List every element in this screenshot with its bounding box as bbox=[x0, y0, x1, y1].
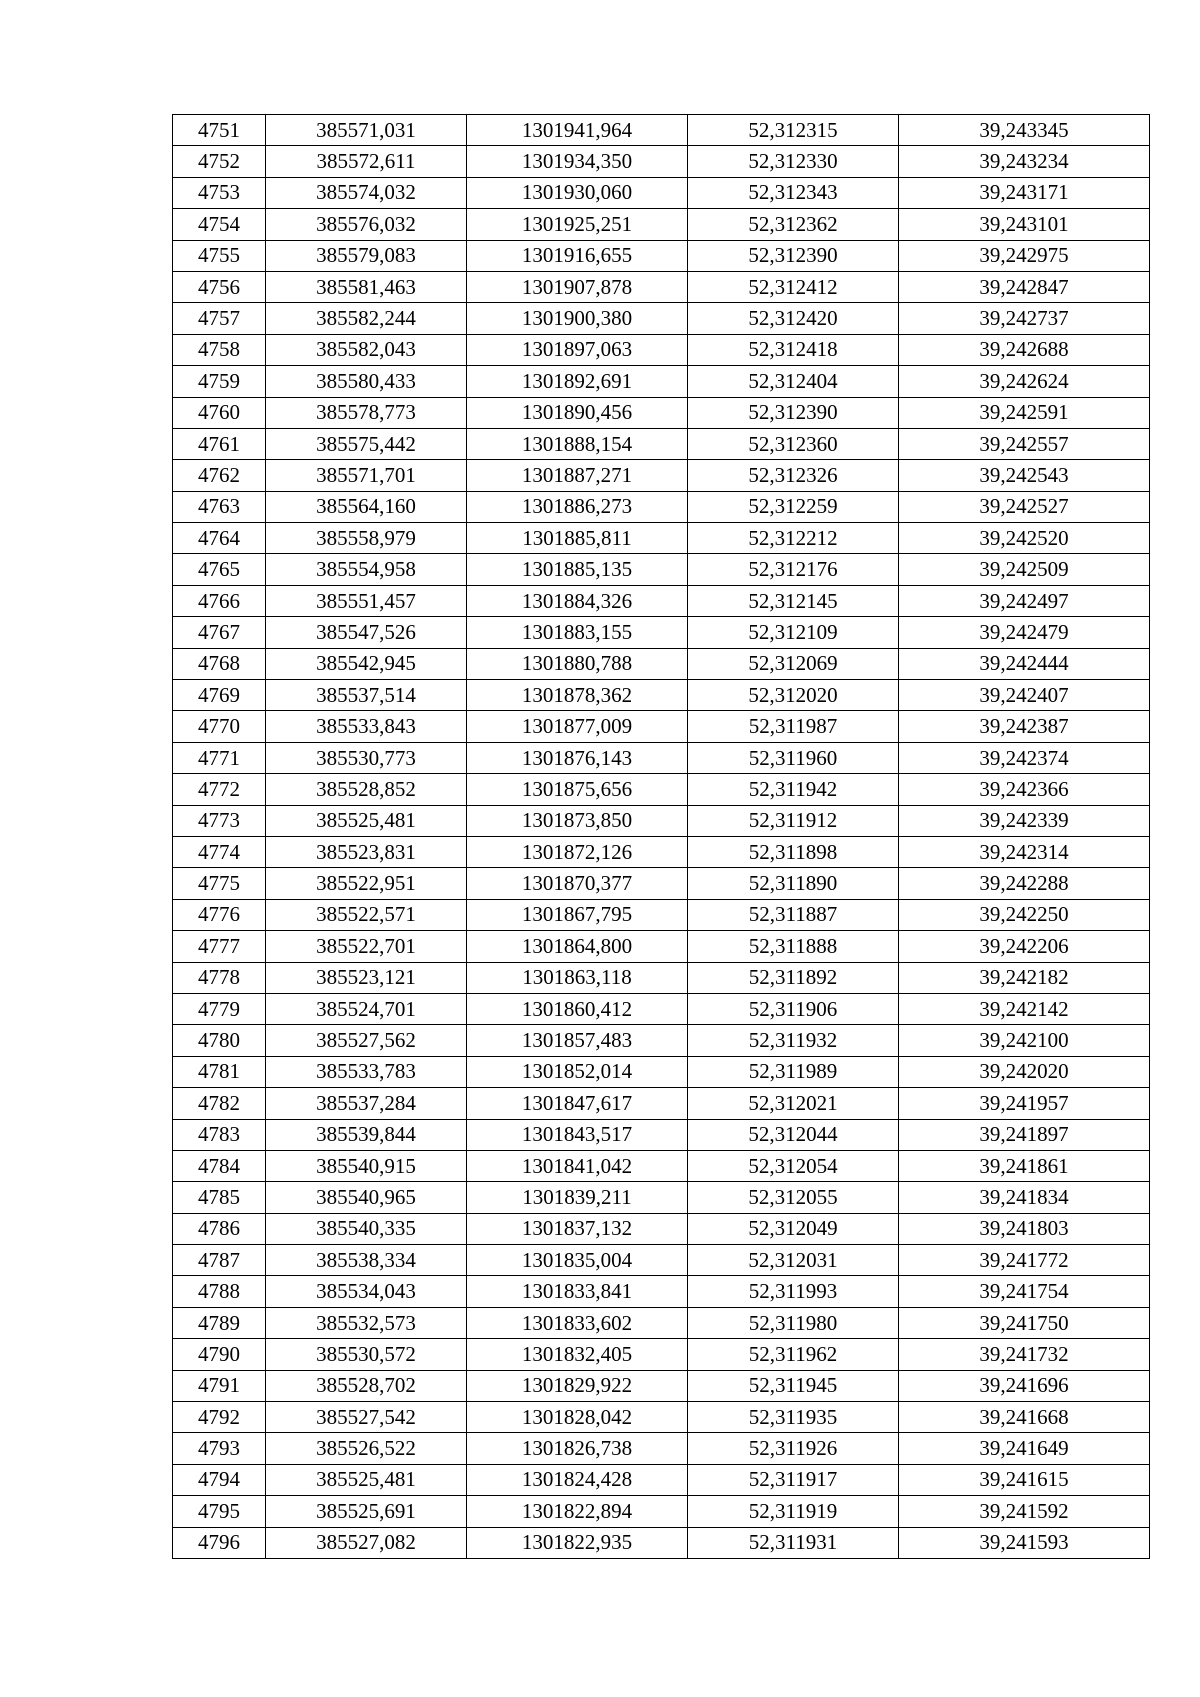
table-row bbox=[173, 491, 1150, 522]
latitude-cell: 52,312054 bbox=[688, 1150, 899, 1181]
latitude-cell: 52,311989 bbox=[688, 1056, 899, 1087]
y-coordinate-cell: 1301829,922 bbox=[467, 1370, 688, 1401]
table-row bbox=[173, 868, 1150, 899]
coordinates-table bbox=[172, 114, 1150, 1559]
y-coordinate-cell: 1301941,964 bbox=[467, 115, 688, 146]
table-row bbox=[173, 1150, 1150, 1181]
table-row bbox=[173, 1402, 1150, 1433]
table-row bbox=[173, 428, 1150, 459]
y-coordinate-cell: 1301833,841 bbox=[467, 1276, 688, 1307]
y-coordinate-cell: 1301867,795 bbox=[467, 899, 688, 930]
x-coordinate-cell: 385582,244 bbox=[266, 303, 467, 334]
table-row bbox=[173, 1464, 1150, 1495]
coordinates-table-body bbox=[173, 115, 1150, 1559]
longitude-cell: 39,241754 bbox=[899, 1276, 1150, 1307]
x-coordinate-cell: 385523,121 bbox=[266, 962, 467, 993]
y-coordinate-cell: 1301934,350 bbox=[467, 146, 688, 177]
y-coordinate-cell: 1301835,004 bbox=[467, 1245, 688, 1276]
point-number-cell: 4770 bbox=[173, 711, 266, 742]
y-coordinate-cell: 1301880,788 bbox=[467, 648, 688, 679]
longitude-cell: 39,242497 bbox=[899, 585, 1150, 616]
y-coordinate-cell: 1301877,009 bbox=[467, 711, 688, 742]
latitude-cell: 52,311888 bbox=[688, 931, 899, 962]
table-row bbox=[173, 1496, 1150, 1527]
table-row bbox=[173, 1025, 1150, 1056]
x-coordinate-cell: 385580,433 bbox=[266, 366, 467, 397]
table-row bbox=[173, 899, 1150, 930]
y-coordinate-cell: 1301839,211 bbox=[467, 1182, 688, 1213]
point-number-cell: 4796 bbox=[173, 1527, 266, 1558]
latitude-cell: 52,312044 bbox=[688, 1119, 899, 1150]
point-number-cell: 4756 bbox=[173, 271, 266, 302]
point-number-cell: 4751 bbox=[173, 115, 266, 146]
x-coordinate-cell: 385539,844 bbox=[266, 1119, 467, 1150]
longitude-cell: 39,241593 bbox=[899, 1527, 1150, 1558]
y-coordinate-cell: 1301822,894 bbox=[467, 1496, 688, 1527]
y-coordinate-cell: 1301890,456 bbox=[467, 397, 688, 428]
y-coordinate-cell: 1301897,063 bbox=[467, 334, 688, 365]
point-number-cell: 4777 bbox=[173, 931, 266, 962]
table-row bbox=[173, 1182, 1150, 1213]
x-coordinate-cell: 385528,852 bbox=[266, 774, 467, 805]
x-coordinate-cell: 385547,526 bbox=[266, 617, 467, 648]
x-coordinate-cell: 385527,562 bbox=[266, 1025, 467, 1056]
point-number-cell: 4760 bbox=[173, 397, 266, 428]
latitude-cell: 52,311906 bbox=[688, 993, 899, 1024]
longitude-cell: 39,242509 bbox=[899, 554, 1150, 585]
longitude-cell: 39,242688 bbox=[899, 334, 1150, 365]
point-number-cell: 4781 bbox=[173, 1056, 266, 1087]
longitude-cell: 39,242366 bbox=[899, 774, 1150, 805]
x-coordinate-cell: 385538,334 bbox=[266, 1245, 467, 1276]
point-number-cell: 4791 bbox=[173, 1370, 266, 1401]
longitude-cell: 39,241803 bbox=[899, 1213, 1150, 1244]
x-coordinate-cell: 385522,951 bbox=[266, 868, 467, 899]
y-coordinate-cell: 1301828,042 bbox=[467, 1402, 688, 1433]
longitude-cell: 39,242479 bbox=[899, 617, 1150, 648]
point-number-cell: 4794 bbox=[173, 1464, 266, 1495]
longitude-cell: 39,242624 bbox=[899, 366, 1150, 397]
table-row bbox=[173, 1527, 1150, 1558]
table-row bbox=[173, 993, 1150, 1024]
point-number-cell: 4773 bbox=[173, 805, 266, 836]
y-coordinate-cell: 1301822,935 bbox=[467, 1527, 688, 1558]
table-row bbox=[173, 554, 1150, 585]
longitude-cell: 39,242847 bbox=[899, 271, 1150, 302]
table-row bbox=[173, 680, 1150, 711]
table-row bbox=[173, 209, 1150, 240]
latitude-cell: 52,311898 bbox=[688, 836, 899, 867]
table-row bbox=[173, 1088, 1150, 1119]
longitude-cell: 39,242407 bbox=[899, 680, 1150, 711]
x-coordinate-cell: 385537,284 bbox=[266, 1088, 467, 1119]
table-row bbox=[173, 742, 1150, 773]
point-number-cell: 4786 bbox=[173, 1213, 266, 1244]
longitude-cell: 39,242520 bbox=[899, 523, 1150, 554]
point-number-cell: 4778 bbox=[173, 962, 266, 993]
y-coordinate-cell: 1301888,154 bbox=[467, 428, 688, 459]
longitude-cell: 39,242444 bbox=[899, 648, 1150, 679]
latitude-cell: 52,311987 bbox=[688, 711, 899, 742]
longitude-cell: 39,242288 bbox=[899, 868, 1150, 899]
longitude-cell: 39,241750 bbox=[899, 1307, 1150, 1338]
longitude-cell: 39,242591 bbox=[899, 397, 1150, 428]
point-number-cell: 4792 bbox=[173, 1402, 266, 1433]
point-number-cell: 4784 bbox=[173, 1150, 266, 1181]
longitude-cell: 39,241957 bbox=[899, 1088, 1150, 1119]
latitude-cell: 52,311980 bbox=[688, 1307, 899, 1338]
table-row bbox=[173, 146, 1150, 177]
y-coordinate-cell: 1301876,143 bbox=[467, 742, 688, 773]
table-row bbox=[173, 334, 1150, 365]
latitude-cell: 52,312360 bbox=[688, 428, 899, 459]
x-coordinate-cell: 385530,773 bbox=[266, 742, 467, 773]
latitude-cell: 52,312418 bbox=[688, 334, 899, 365]
longitude-cell: 39,242737 bbox=[899, 303, 1150, 334]
latitude-cell: 52,311926 bbox=[688, 1433, 899, 1464]
y-coordinate-cell: 1301930,060 bbox=[467, 177, 688, 208]
point-number-cell: 4785 bbox=[173, 1182, 266, 1213]
longitude-cell: 39,242206 bbox=[899, 931, 1150, 962]
longitude-cell: 39,242374 bbox=[899, 742, 1150, 773]
latitude-cell: 52,312176 bbox=[688, 554, 899, 585]
point-number-cell: 4793 bbox=[173, 1433, 266, 1464]
latitude-cell: 52,311931 bbox=[688, 1527, 899, 1558]
latitude-cell: 52,312315 bbox=[688, 115, 899, 146]
latitude-cell: 52,311962 bbox=[688, 1339, 899, 1370]
x-coordinate-cell: 385525,481 bbox=[266, 1464, 467, 1495]
y-coordinate-cell: 1301878,362 bbox=[467, 680, 688, 711]
y-coordinate-cell: 1301872,126 bbox=[467, 836, 688, 867]
x-coordinate-cell: 385581,463 bbox=[266, 271, 467, 302]
y-coordinate-cell: 1301925,251 bbox=[467, 209, 688, 240]
point-number-cell: 4779 bbox=[173, 993, 266, 1024]
point-number-cell: 4782 bbox=[173, 1088, 266, 1119]
x-coordinate-cell: 385564,160 bbox=[266, 491, 467, 522]
x-coordinate-cell: 385542,945 bbox=[266, 648, 467, 679]
latitude-cell: 52,311919 bbox=[688, 1496, 899, 1527]
x-coordinate-cell: 385522,571 bbox=[266, 899, 467, 930]
x-coordinate-cell: 385540,965 bbox=[266, 1182, 467, 1213]
table-row bbox=[173, 1433, 1150, 1464]
point-number-cell: 4753 bbox=[173, 177, 266, 208]
x-coordinate-cell: 385582,043 bbox=[266, 334, 467, 365]
latitude-cell: 52,311945 bbox=[688, 1370, 899, 1401]
table-row bbox=[173, 836, 1150, 867]
point-number-cell: 4788 bbox=[173, 1276, 266, 1307]
table-row bbox=[173, 931, 1150, 962]
latitude-cell: 52,312145 bbox=[688, 585, 899, 616]
latitude-cell: 52,311887 bbox=[688, 899, 899, 930]
table-row bbox=[173, 1276, 1150, 1307]
latitude-cell: 52,312021 bbox=[688, 1088, 899, 1119]
y-coordinate-cell: 1301833,602 bbox=[467, 1307, 688, 1338]
y-coordinate-cell: 1301884,326 bbox=[467, 585, 688, 616]
longitude-cell: 39,242387 bbox=[899, 711, 1150, 742]
x-coordinate-cell: 385523,831 bbox=[266, 836, 467, 867]
latitude-cell: 52,311917 bbox=[688, 1464, 899, 1495]
x-coordinate-cell: 385530,572 bbox=[266, 1339, 467, 1370]
point-number-cell: 4757 bbox=[173, 303, 266, 334]
x-coordinate-cell: 385571,031 bbox=[266, 115, 467, 146]
longitude-cell: 39,241668 bbox=[899, 1402, 1150, 1433]
point-number-cell: 4761 bbox=[173, 428, 266, 459]
longitude-cell: 39,242314 bbox=[899, 836, 1150, 867]
longitude-cell: 39,241649 bbox=[899, 1433, 1150, 1464]
longitude-cell: 39,242182 bbox=[899, 962, 1150, 993]
point-number-cell: 4767 bbox=[173, 617, 266, 648]
table-row bbox=[173, 523, 1150, 554]
x-coordinate-cell: 385525,481 bbox=[266, 805, 467, 836]
latitude-cell: 52,312330 bbox=[688, 146, 899, 177]
point-number-cell: 4766 bbox=[173, 585, 266, 616]
point-number-cell: 4775 bbox=[173, 868, 266, 899]
x-coordinate-cell: 385537,514 bbox=[266, 680, 467, 711]
longitude-cell: 39,241696 bbox=[899, 1370, 1150, 1401]
longitude-cell: 39,242142 bbox=[899, 993, 1150, 1024]
table-row bbox=[173, 366, 1150, 397]
table-row bbox=[173, 617, 1150, 648]
latitude-cell: 52,312390 bbox=[688, 397, 899, 428]
y-coordinate-cell: 1301843,517 bbox=[467, 1119, 688, 1150]
y-coordinate-cell: 1301887,271 bbox=[467, 460, 688, 491]
longitude-cell: 39,242339 bbox=[899, 805, 1150, 836]
y-coordinate-cell: 1301824,428 bbox=[467, 1464, 688, 1495]
longitude-cell: 39,242020 bbox=[899, 1056, 1150, 1087]
point-number-cell: 4758 bbox=[173, 334, 266, 365]
latitude-cell: 52,312031 bbox=[688, 1245, 899, 1276]
point-number-cell: 4772 bbox=[173, 774, 266, 805]
x-coordinate-cell: 385533,843 bbox=[266, 711, 467, 742]
x-coordinate-cell: 385527,082 bbox=[266, 1527, 467, 1558]
y-coordinate-cell: 1301863,118 bbox=[467, 962, 688, 993]
table-row bbox=[173, 240, 1150, 271]
latitude-cell: 52,311892 bbox=[688, 962, 899, 993]
latitude-cell: 52,312020 bbox=[688, 680, 899, 711]
x-coordinate-cell: 385526,522 bbox=[266, 1433, 467, 1464]
longitude-cell: 39,241592 bbox=[899, 1496, 1150, 1527]
point-number-cell: 4783 bbox=[173, 1119, 266, 1150]
point-number-cell: 4755 bbox=[173, 240, 266, 271]
longitude-cell: 39,243345 bbox=[899, 115, 1150, 146]
longitude-cell: 39,242527 bbox=[899, 491, 1150, 522]
y-coordinate-cell: 1301832,405 bbox=[467, 1339, 688, 1370]
table-row bbox=[173, 1245, 1150, 1276]
point-number-cell: 4776 bbox=[173, 899, 266, 930]
latitude-cell: 52,311890 bbox=[688, 868, 899, 899]
latitude-cell: 52,312326 bbox=[688, 460, 899, 491]
y-coordinate-cell: 1301886,273 bbox=[467, 491, 688, 522]
x-coordinate-cell: 385574,032 bbox=[266, 177, 467, 208]
table-row bbox=[173, 1119, 1150, 1150]
table-row bbox=[173, 397, 1150, 428]
table-row bbox=[173, 1307, 1150, 1338]
point-number-cell: 4780 bbox=[173, 1025, 266, 1056]
table-row bbox=[173, 115, 1150, 146]
point-number-cell: 4754 bbox=[173, 209, 266, 240]
x-coordinate-cell: 385532,573 bbox=[266, 1307, 467, 1338]
table-row bbox=[173, 648, 1150, 679]
point-number-cell: 4790 bbox=[173, 1339, 266, 1370]
latitude-cell: 52,311935 bbox=[688, 1402, 899, 1433]
y-coordinate-cell: 1301841,042 bbox=[467, 1150, 688, 1181]
x-coordinate-cell: 385558,979 bbox=[266, 523, 467, 554]
longitude-cell: 39,243234 bbox=[899, 146, 1150, 177]
table-row bbox=[173, 585, 1150, 616]
longitude-cell: 39,242543 bbox=[899, 460, 1150, 491]
point-number-cell: 4768 bbox=[173, 648, 266, 679]
y-coordinate-cell: 1301892,691 bbox=[467, 366, 688, 397]
x-coordinate-cell: 385554,958 bbox=[266, 554, 467, 585]
point-number-cell: 4763 bbox=[173, 491, 266, 522]
x-coordinate-cell: 385576,032 bbox=[266, 209, 467, 240]
latitude-cell: 52,312412 bbox=[688, 271, 899, 302]
y-coordinate-cell: 1301873,850 bbox=[467, 805, 688, 836]
x-coordinate-cell: 385579,083 bbox=[266, 240, 467, 271]
longitude-cell: 39,243101 bbox=[899, 209, 1150, 240]
x-coordinate-cell: 385578,773 bbox=[266, 397, 467, 428]
latitude-cell: 52,312109 bbox=[688, 617, 899, 648]
table-row bbox=[173, 460, 1150, 491]
x-coordinate-cell: 385528,702 bbox=[266, 1370, 467, 1401]
x-coordinate-cell: 385572,611 bbox=[266, 146, 467, 177]
longitude-cell: 39,241834 bbox=[899, 1182, 1150, 1213]
latitude-cell: 52,312404 bbox=[688, 366, 899, 397]
longitude-cell: 39,242557 bbox=[899, 428, 1150, 459]
point-number-cell: 4787 bbox=[173, 1245, 266, 1276]
x-coordinate-cell: 385522,701 bbox=[266, 931, 467, 962]
latitude-cell: 52,312390 bbox=[688, 240, 899, 271]
point-number-cell: 4765 bbox=[173, 554, 266, 585]
latitude-cell: 52,312343 bbox=[688, 177, 899, 208]
y-coordinate-cell: 1301885,811 bbox=[467, 523, 688, 554]
latitude-cell: 52,311912 bbox=[688, 805, 899, 836]
x-coordinate-cell: 385540,915 bbox=[266, 1150, 467, 1181]
x-coordinate-cell: 385527,542 bbox=[266, 1402, 467, 1433]
y-coordinate-cell: 1301907,878 bbox=[467, 271, 688, 302]
longitude-cell: 39,242975 bbox=[899, 240, 1150, 271]
latitude-cell: 52,312049 bbox=[688, 1213, 899, 1244]
y-coordinate-cell: 1301900,380 bbox=[467, 303, 688, 334]
longitude-cell: 39,242100 bbox=[899, 1025, 1150, 1056]
y-coordinate-cell: 1301875,656 bbox=[467, 774, 688, 805]
table-row bbox=[173, 177, 1150, 208]
y-coordinate-cell: 1301870,377 bbox=[467, 868, 688, 899]
point-number-cell: 4774 bbox=[173, 836, 266, 867]
latitude-cell: 52,312362 bbox=[688, 209, 899, 240]
y-coordinate-cell: 1301826,738 bbox=[467, 1433, 688, 1464]
y-coordinate-cell: 1301916,655 bbox=[467, 240, 688, 271]
latitude-cell: 52,312055 bbox=[688, 1182, 899, 1213]
table-row bbox=[173, 1056, 1150, 1087]
point-number-cell: 4769 bbox=[173, 680, 266, 711]
x-coordinate-cell: 385571,701 bbox=[266, 460, 467, 491]
table-row bbox=[173, 1370, 1150, 1401]
x-coordinate-cell: 385534,043 bbox=[266, 1276, 467, 1307]
latitude-cell: 52,311932 bbox=[688, 1025, 899, 1056]
longitude-cell: 39,241732 bbox=[899, 1339, 1150, 1370]
table-row bbox=[173, 1213, 1150, 1244]
latitude-cell: 52,311960 bbox=[688, 742, 899, 773]
y-coordinate-cell: 1301852,014 bbox=[467, 1056, 688, 1087]
point-number-cell: 4795 bbox=[173, 1496, 266, 1527]
point-number-cell: 4762 bbox=[173, 460, 266, 491]
y-coordinate-cell: 1301883,155 bbox=[467, 617, 688, 648]
longitude-cell: 39,241897 bbox=[899, 1119, 1150, 1150]
table-row bbox=[173, 1339, 1150, 1370]
y-coordinate-cell: 1301864,800 bbox=[467, 931, 688, 962]
y-coordinate-cell: 1301847,617 bbox=[467, 1088, 688, 1119]
x-coordinate-cell: 385540,335 bbox=[266, 1213, 467, 1244]
table-row bbox=[173, 962, 1150, 993]
point-number-cell: 4771 bbox=[173, 742, 266, 773]
y-coordinate-cell: 1301885,135 bbox=[467, 554, 688, 585]
point-number-cell: 4752 bbox=[173, 146, 266, 177]
x-coordinate-cell: 385524,701 bbox=[266, 993, 467, 1024]
y-coordinate-cell: 1301860,412 bbox=[467, 993, 688, 1024]
x-coordinate-cell: 385551,457 bbox=[266, 585, 467, 616]
latitude-cell: 52,312420 bbox=[688, 303, 899, 334]
x-coordinate-cell: 385525,691 bbox=[266, 1496, 467, 1527]
table-row bbox=[173, 711, 1150, 742]
latitude-cell: 52,312212 bbox=[688, 523, 899, 554]
x-coordinate-cell: 385533,783 bbox=[266, 1056, 467, 1087]
latitude-cell: 52,311942 bbox=[688, 774, 899, 805]
longitude-cell: 39,241772 bbox=[899, 1245, 1150, 1276]
longitude-cell: 39,243171 bbox=[899, 177, 1150, 208]
table-row bbox=[173, 774, 1150, 805]
latitude-cell: 52,312259 bbox=[688, 491, 899, 522]
point-number-cell: 4789 bbox=[173, 1307, 266, 1338]
longitude-cell: 39,241861 bbox=[899, 1150, 1150, 1181]
table-row bbox=[173, 805, 1150, 836]
table-row bbox=[173, 271, 1150, 302]
latitude-cell: 52,311993 bbox=[688, 1276, 899, 1307]
x-coordinate-cell: 385575,442 bbox=[266, 428, 467, 459]
longitude-cell: 39,242250 bbox=[899, 899, 1150, 930]
y-coordinate-cell: 1301857,483 bbox=[467, 1025, 688, 1056]
table-row bbox=[173, 303, 1150, 334]
point-number-cell: 4764 bbox=[173, 523, 266, 554]
point-number-cell: 4759 bbox=[173, 366, 266, 397]
latitude-cell: 52,312069 bbox=[688, 648, 899, 679]
y-coordinate-cell: 1301837,132 bbox=[467, 1213, 688, 1244]
longitude-cell: 39,241615 bbox=[899, 1464, 1150, 1495]
